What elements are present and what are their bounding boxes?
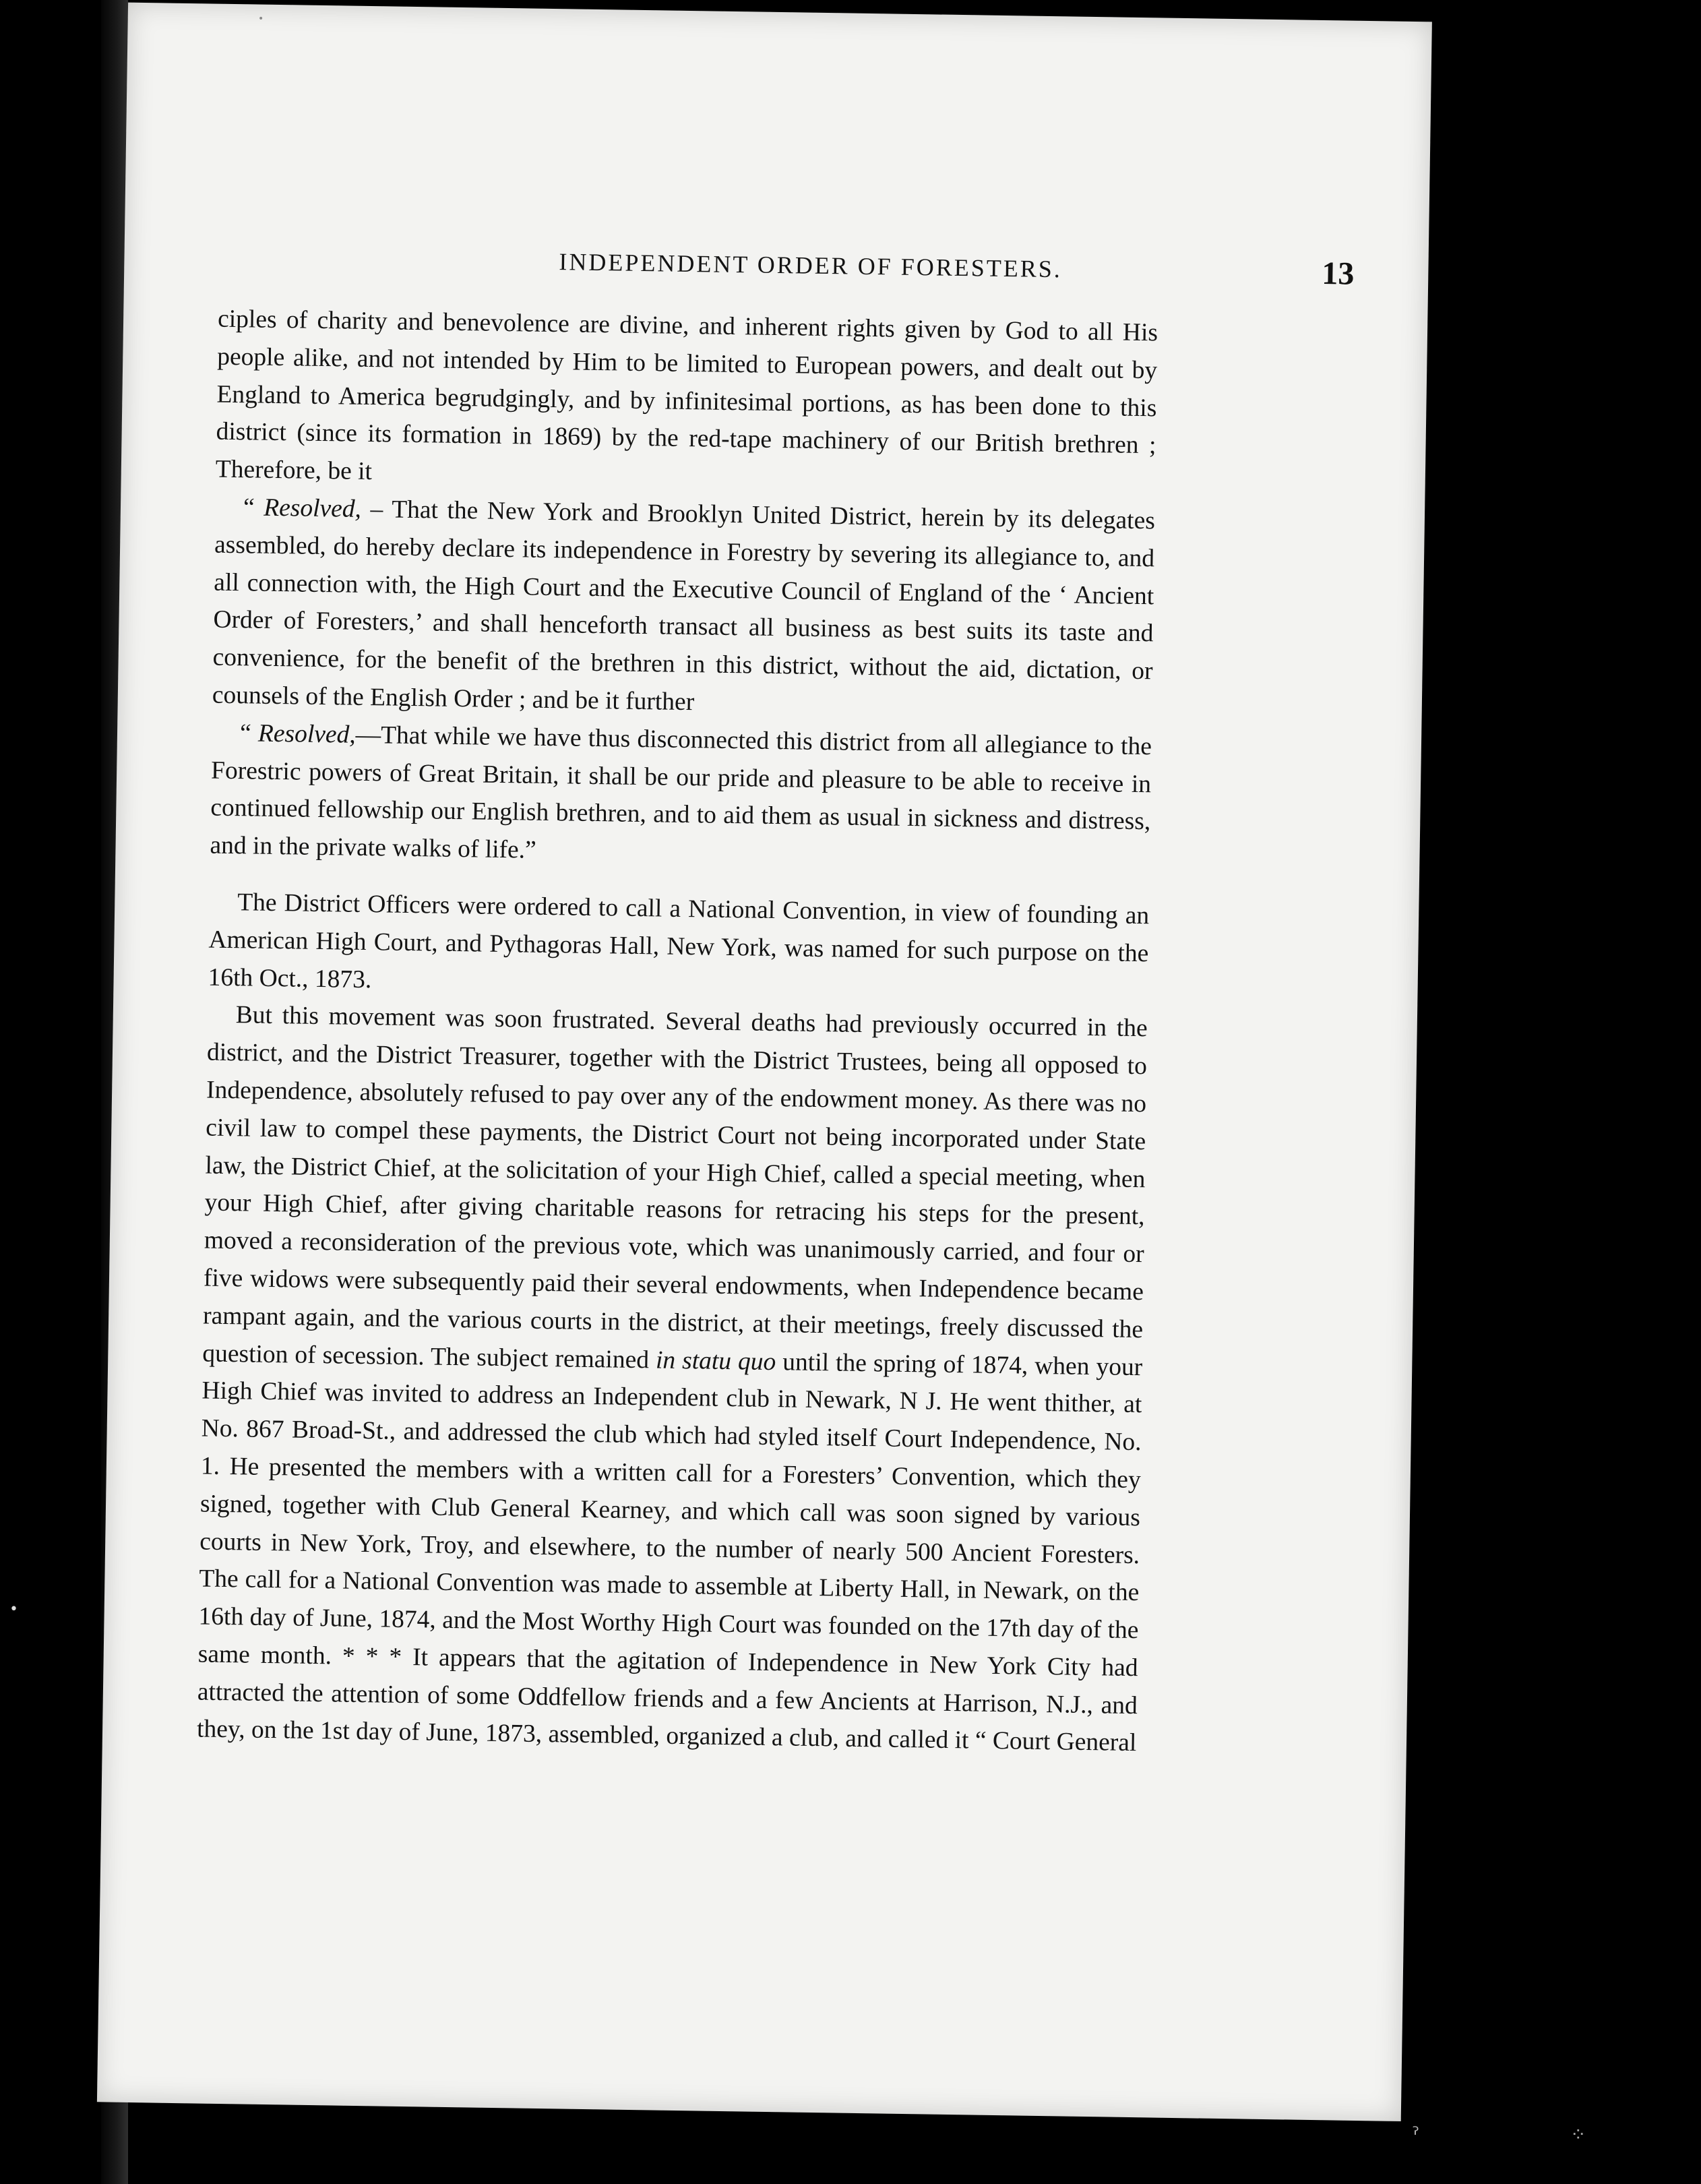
open-quote: “: [243, 493, 264, 522]
scan-speck: ˀ: [1412, 2123, 1420, 2147]
resolution-text: – That the New York and Brooklyn United District, herein by its delegates assembled, do hereby declare its independence in Forestry by severing its allegiance to, and all connection with, the High Court and the Executive Council of England of the ‘ Ancient Order of Foresters,’ and shall henceforth transact all business as best suits its taste and convenience, for the benefit of the brethren in this district, without the aid, dictation, or counsels of the English Order ; and be it further: [212, 495, 1156, 717]
scan-speck: •: [9, 1601, 18, 1618]
resolution-first: [212, 489, 1155, 728]
open-quote: “: [239, 719, 259, 748]
latin-phrase: in statu quo: [655, 1346, 776, 1376]
paragraph-text: until the spring of 1874, when your High Chief was invited to address an Independent club in Newark, N J. He went thither, at No. 867 Broad-St., and addressed the club which had styled itself Court Independence, No. 1. He presented the members with a written call for a Foresters’ Convention, which they signed, together with Club General Kearney, and which call was soon signed by various courts in New York, Troy, and elsewhere, to the number of nearly 500 Ancient Foresters. The call for a National Convention was made to assemble at Liberty Hall, in Newark, on the 16th day of June, 1874, and the Most Worthy High Court was founded on the 17th day of the same month. * * * It appears that the agitation of Independence in New York City had attracted the attention of some Oddfellow friends and a few Ancients at Harrison, N.J., and they, on the 1st day of June, 1873, assembled, organized a club, and called it “ Court General: [196, 1347, 1143, 1757]
paragraph-convention: [208, 884, 1149, 1010]
page-number: 13: [1321, 255, 1355, 292]
resolved-label: Resolved,: [263, 493, 362, 523]
resolved-label: Resolved,: [257, 719, 357, 749]
book-page: [97, 3, 1432, 2121]
body-text: [197, 301, 1158, 1763]
running-title: INDEPENDENT ORDER OF FORESTERS.: [559, 248, 1063, 283]
paragraph-movement: [197, 996, 1148, 1763]
paragraph-text: ciples of charity and benevolence are divine, and inherent rights given by God to all His people alike, and not intended by Him to be limited to European powers, and dealt out by England to America begrudgingly, and by infinitesimal portions, as has been done to this district (since its formation in 1869) by the red-tape machinery of our British brethren ; Therefore, be it: [215, 305, 1158, 486]
resolution-second: [210, 714, 1152, 878]
paragraph-continuation: [215, 301, 1158, 503]
scan-speck: •: [258, 13, 264, 24]
page-header: [431, 229, 1355, 303]
scan-speck: ⁘: [1570, 2123, 1586, 2146]
paragraph-text: The District Officers were ordered to call a National Convention, in view of founding an American High Court, and Pythagoras Hall, New York, was named for such purpose on the 16th Oct., 1873.: [208, 888, 1150, 994]
paragraph-text: But this movement was soon frustrated. Several deaths had previously occurred in the district, and the District Treasurer, together with the District Trustees, being all opposed to Independence, absolutely refused to pay over any of the endowment money. As there was no civil law to compel these payments, the District Court not being incorporated under State law, the District Chief, at the solicitation of your High Chief, called a special meeting, when your High Chief, after giving charitable reasons for retracing his steps for the present, moved a reconsideration of the previous vote, which was unanimously carried, and four or five widows were subsequently paid their several endowments, when Independence became rampant again, and the various courts in the district, at their meetings, freely discussed the question of secession. The subject remained: [202, 1001, 1148, 1374]
resolution-text: —That while we have thus disconnected this district from all allegiance to the Forestric powers of Great Britain, it shall be our pride and pleasure to be able to receive in continued fellowship our English brethren, and to aid them as usual in sickness and distress, and in the private walks of life.”: [210, 721, 1152, 864]
